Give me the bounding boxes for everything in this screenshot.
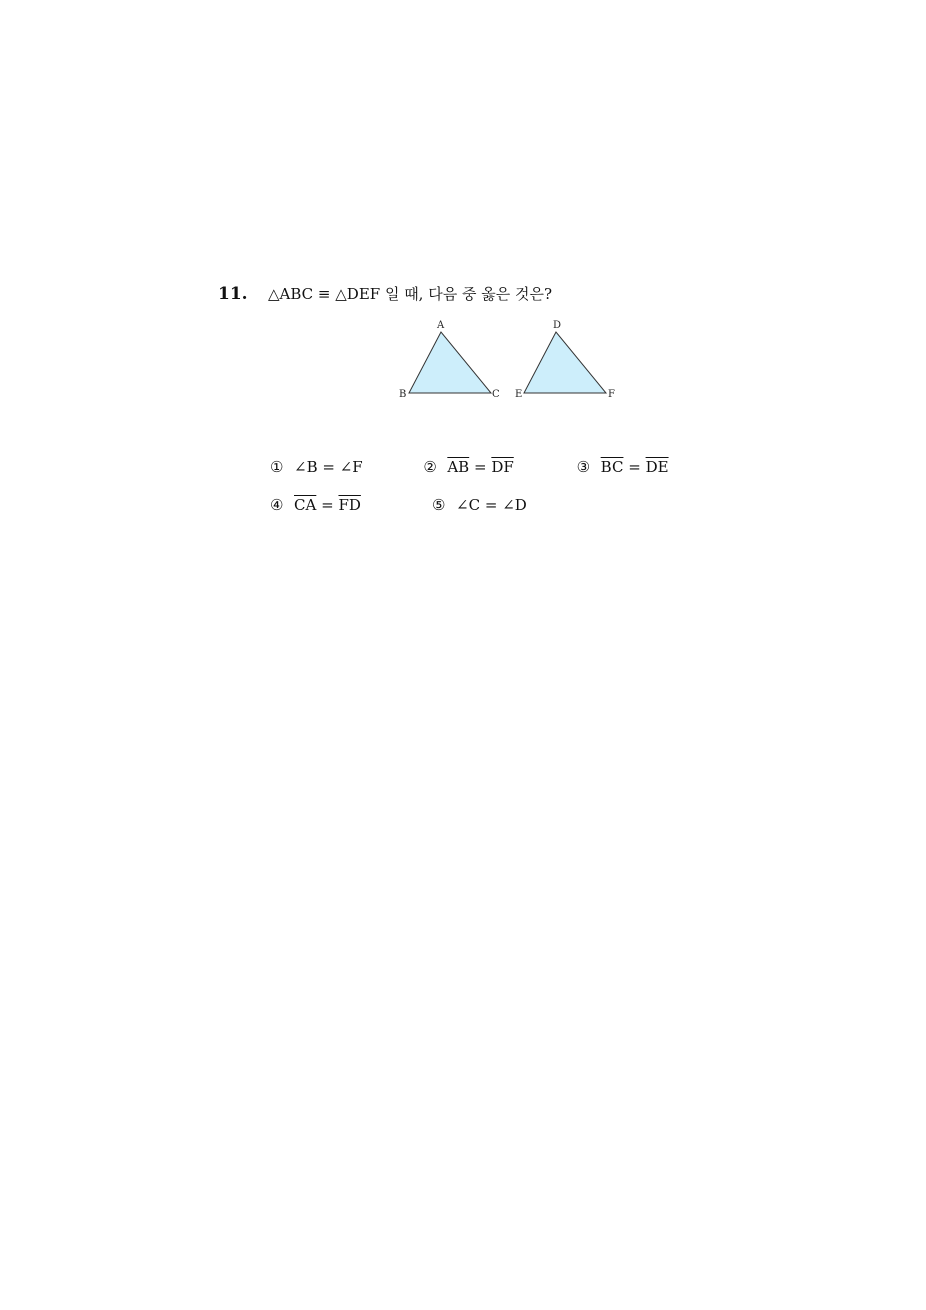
expr-right-segment: $\overline{DF}$ <box>491 458 514 476</box>
expr-left: ∠B <box>294 458 318 476</box>
choice-expression <box>601 458 669 476</box>
question-text: △ABC ≡ △DEF 일 때, 다음 중 옳은 것은? <box>268 285 552 303</box>
expr-operator: = <box>628 458 641 476</box>
expr-operator: = <box>322 458 335 476</box>
expr-left-segment: $\overline{BC}$ <box>600 458 624 476</box>
congruent-triangles-figure <box>398 318 620 404</box>
choice-1[interactable] <box>270 458 423 476</box>
expr-right-segment: $\overline{DE}$ <box>645 458 669 476</box>
expr-operator: = <box>473 458 487 476</box>
choice-expression <box>294 458 363 476</box>
vertex-label-a: A <box>437 320 445 331</box>
choice-number: ② <box>423 458 437 476</box>
choice-number: ③ <box>576 458 591 476</box>
vertex-label-e: E <box>515 389 523 400</box>
choice-number: ① <box>270 458 284 476</box>
question-number: 11. <box>218 284 248 304</box>
question-11 <box>218 283 778 304</box>
expr-left-segment: $\overline{AB}$ <box>447 458 470 476</box>
expr-left: ∠C <box>456 496 481 514</box>
choice-4[interactable] <box>270 496 432 514</box>
choice-3[interactable] <box>577 458 730 476</box>
choice-expression <box>456 496 527 514</box>
choice-expression <box>294 496 361 514</box>
vertex-label-b: B <box>399 389 407 400</box>
question-header <box>218 283 778 304</box>
vertex-label-d: D <box>553 320 562 331</box>
answer-choices <box>270 448 730 524</box>
expr-right: ∠F <box>339 458 363 476</box>
expr-operator: = <box>321 496 334 514</box>
choice-row-1 <box>270 448 730 486</box>
triangles-svg <box>398 318 620 404</box>
choice-2[interactable] <box>423 458 576 476</box>
expr-operator: = <box>484 496 498 514</box>
choice-number: ⑤ <box>432 496 446 514</box>
choice-row-2 <box>270 486 730 524</box>
triangle-abc <box>409 332 491 393</box>
choice-number: ④ <box>270 496 284 514</box>
choice-expression <box>447 458 513 476</box>
choice-5[interactable] <box>432 496 594 514</box>
triangle-def <box>524 332 606 393</box>
expr-right-segment: $\overline{FD}$ <box>338 496 361 514</box>
vertex-label-f: F <box>608 389 615 400</box>
expr-right: ∠D <box>502 496 527 514</box>
vertex-label-c: C <box>492 389 500 400</box>
expr-left-segment: $\overline{CA}$ <box>294 496 317 514</box>
